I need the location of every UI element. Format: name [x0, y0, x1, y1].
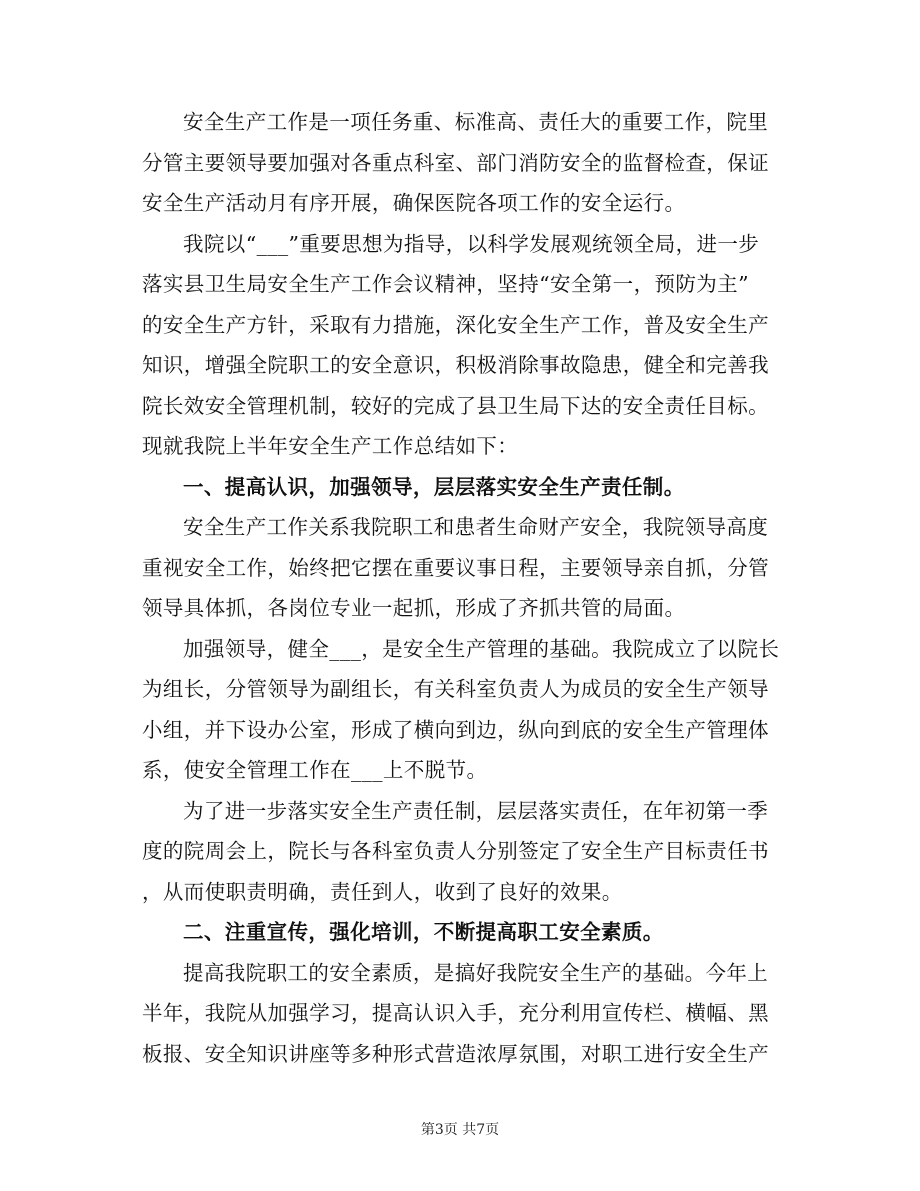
text-line: 半年，我院从加强学习，提高认识入手，充分利用宣传栏、横幅、黑 [142, 1001, 769, 1025]
text-line: 为了进一步落实安全生产责任制，层层落实责任，在年初第一季 [183, 798, 769, 823]
text-line: 重视安全工作，始终把它摆在重要议事日程，主要领导亲自抓，分管 [142, 555, 769, 580]
section-heading-2: 二、注重宣传，强化培训，不断提高职工安全素质。 [183, 920, 664, 944]
text-line: 小组，并下设办公室，形成了横向到边，纵向到底的安全生产管理体 [142, 717, 769, 742]
text-line: 落实县卫生局安全生产工作会议精神，坚持“安全第一，预防为主” [142, 272, 749, 296]
text-line: 我院以“___”重要思想为指导，以科学发展观统领全局，进一步 [183, 231, 760, 256]
text-line: 领导具体抓，各岗位专业一起抓，形成了齐抓共管的局面。 [142, 596, 686, 620]
text-line: 加强领导，健全___，是安全生产管理的基础。我院成立了以院长 [183, 636, 780, 661]
section-heading-1: 一、提高认识，加强领导，层层落实安全生产责任制。 [183, 474, 685, 499]
text-line: 的安全生产方针，采取有力措施，深化安全生产工作，普及安全生产 [142, 312, 769, 337]
document-body [142, 102, 782, 1074]
text-line: 安全生产工作是一项任务重、标准高、责任大的重要工作，院里 [183, 110, 769, 134]
text-line: 度的院周会上，院长与各科室负责人分别签定了安全生产目标责任书 [142, 839, 769, 863]
text-line: 现就我院上半年安全生产工作总结如下： [142, 434, 519, 458]
text-line: 系，使安全管理工作在___上不脱节。 [142, 758, 488, 782]
text-line: ，从而使职责明确，责任到人，收到了良好的效果。 [142, 879, 623, 904]
text-line: 提高我院职工的安全素质，是搞好我院安全生产的基础。今年上 [183, 960, 769, 985]
text-line: 知识，增强全院职工的安全意识，积极消除事故隐患，健全和完善我 [142, 353, 769, 377]
page-number-footer: 第3页 共7页 [420, 1122, 500, 1138]
text-line: 安全生产工作关系我院职工和患者生命财产安全，我院领导高度 [183, 515, 769, 539]
text-line: 安全生产活动月有序开展，确保医院各项工作的安全运行。 [142, 191, 686, 215]
text-line: 院长效安全管理机制，较好的完成了县卫生局下达的安全责任目标。 [142, 393, 769, 418]
text-line: 为组长，分管领导为副组长，有关科室负责人为成员的安全生产领导 [142, 677, 769, 701]
text-line: 分管主要领导要加强对各重点科室、部门消防安全的监督检查，保证 [142, 150, 769, 175]
text-line: 板报、安全知识讲座等多种形式营造浓厚氛围，对职工进行安全生产 [142, 1041, 769, 1066]
